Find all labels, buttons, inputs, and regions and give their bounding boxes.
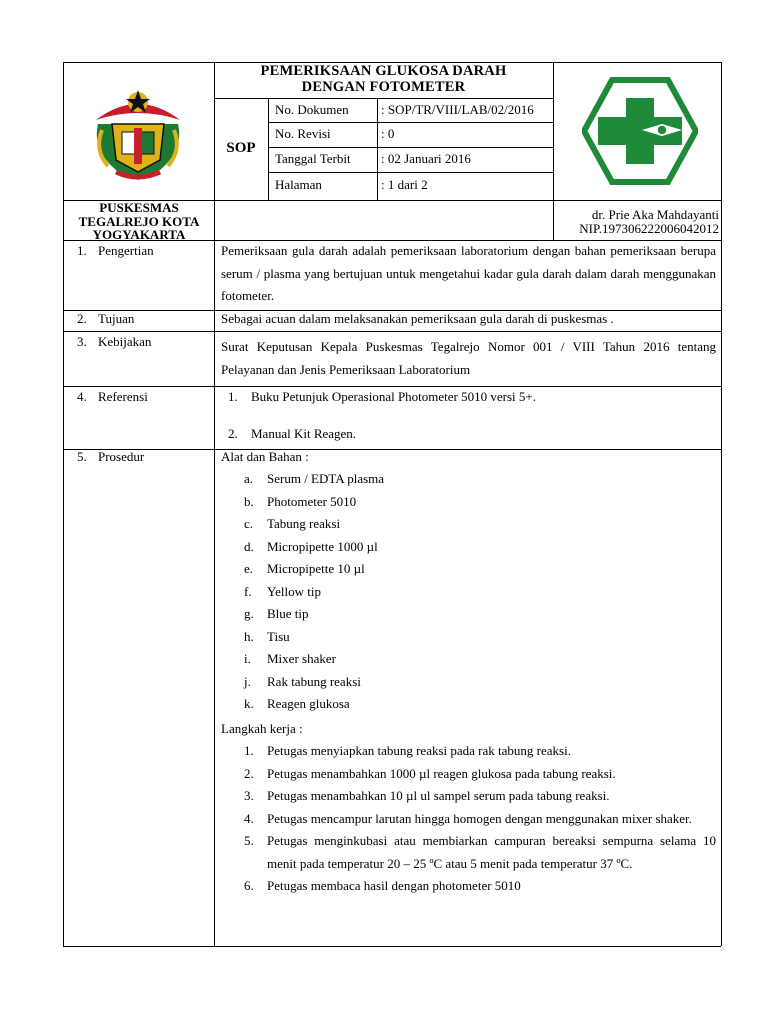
material-text: Micropipette 10 µl — [267, 561, 365, 576]
meta-label-halaman: Halaman — [275, 177, 322, 192]
material-text: Micropipette 1000 µl — [267, 538, 378, 554]
org-name-line1: PUSKESMAS — [99, 200, 179, 215]
section-number-pengertian: 1. — [77, 243, 87, 258]
step-item — [244, 763, 716, 786]
reference-item-2 — [228, 423, 708, 446]
steps-heading: Langkah kerja : — [221, 721, 303, 736]
reference-item-text: Buku Petunjuk Operasional Photometer 5010 versi 5+. — [251, 389, 536, 404]
material-item — [244, 513, 704, 536]
puskesmas-logo — [582, 76, 698, 186]
material-item — [244, 648, 704, 671]
material-item — [244, 558, 704, 581]
material-letter: f. — [244, 583, 252, 599]
meta-label-tanggal-terbit: Tanggal Terbit — [275, 151, 351, 166]
section-text-tujuan: Sebagai acuan dalam melaksanakan pemeriksaan gula darah di puskesmas . — [221, 311, 614, 326]
material-text: Reagen glukosa — [267, 696, 350, 711]
reference-item-number: 2. — [228, 426, 238, 441]
material-letter: j. — [244, 673, 251, 689]
meta-label-no-revisi: No. Revisi — [275, 126, 331, 141]
meta-value-halaman: : 1 dari 2 — [381, 177, 428, 192]
material-item — [244, 671, 704, 694]
materials-heading: Alat dan Bahan : — [221, 449, 309, 464]
org-name-line3: YOGYAKARTA — [92, 227, 186, 242]
material-text: Serum / EDTA plasma — [267, 471, 385, 486]
org-name-line2: TEGALREJO KOTA — [78, 213, 200, 229]
material-text: Yellow tip — [267, 583, 321, 599]
step-number: 6. — [244, 878, 254, 893]
step-item — [244, 785, 716, 808]
material-letter: b. — [244, 493, 254, 509]
material-item — [244, 603, 704, 626]
material-item — [244, 468, 704, 491]
material-item — [244, 693, 704, 716]
step-text: Petugas menambahkan 10 µl ul sampel serum pada tabung reaksi. — [267, 788, 610, 803]
material-text: Mixer shaker — [267, 651, 336, 666]
step-text: Petugas menginkubasi atau membiarkan campuran bereaksi sempurna selama 10 menit pada temperatur 20 – 25 ºC atau 5 menit pada temperatur 37 ºC. — [267, 833, 716, 871]
material-text: Tabung reaksi — [267, 516, 341, 531]
steps-list — [244, 740, 716, 898]
material-letter: g. — [244, 606, 254, 621]
step-number: 1. — [244, 743, 254, 758]
step-number: 5. — [244, 833, 254, 848]
material-item — [244, 536, 704, 559]
material-item — [244, 626, 704, 649]
section-label-prosedur: Prosedur — [98, 449, 145, 464]
material-text: Tisu — [267, 628, 290, 644]
meta-value-no-revisi: : 0 — [381, 126, 395, 141]
material-text: Rak tabung reaksi — [267, 673, 361, 689]
material-item — [244, 491, 704, 514]
section-number-tujuan: 2. — [77, 311, 87, 326]
material-item — [244, 581, 704, 604]
meta-value-no-dokumen: : SOP/TR/VIII/LAB/02/2016 — [381, 102, 534, 117]
section-text-kebijakan: Surat Keputusan Kepala Puskesmas Tegalrejo Nomor 001 / VIII Tahun 2016 tentang Pelayanan dan Jenis Pemeriksaan Laboratorium — [221, 339, 716, 377]
section-label-kebijakan: Kebijakan — [98, 334, 152, 349]
material-letter: e. — [244, 561, 254, 576]
step-number: 3. — [244, 788, 254, 803]
document-title-line1: PEMERIKSAAN GLUKOSA DARAH — [260, 63, 507, 79]
material-text: Photometer 5010 — [267, 493, 357, 509]
material-letter: h. — [244, 628, 254, 644]
step-item — [244, 808, 716, 831]
step-text: Petugas menambahkan 1000 µl reagen glukosa pada tabung reaksi. — [267, 765, 616, 781]
meta-value-tanggal-terbit: : 02 Januari 2016 — [381, 151, 471, 166]
material-letter: c. — [244, 516, 254, 531]
section-label-tujuan: Tujuan — [98, 311, 135, 326]
section-text-pengertian: Pemeriksaan gula darah adalah pemeriksaan laboratorium dengan bahan pemeriksaan berupa serum / plasma yang bertujuan untuk mengetahui kadar gula darah dalam darah menggunakan fotometer. — [221, 243, 716, 303]
step-number: 2. — [244, 765, 254, 781]
step-text: Petugas mencampur larutan hingga homogen dengan menggunakan mixer shaker. — [267, 810, 692, 826]
signer-nip: NIP.197306222006042012 — [579, 221, 719, 236]
document-title-line2: DENGAN FOTOMETER — [301, 79, 466, 95]
sop-label: SOP — [226, 140, 256, 156]
step-number: 4. — [244, 810, 254, 826]
reference-item-number: 1. — [228, 389, 238, 404]
step-item — [244, 875, 716, 898]
section-label-pengertian: Pengertian — [98, 243, 154, 258]
city-emblem — [86, 80, 190, 184]
material-letter: k. — [244, 696, 254, 711]
step-item — [244, 830, 716, 875]
step-item — [244, 740, 716, 763]
section-label-referensi: Referensi — [98, 389, 148, 404]
material-letter: i. — [244, 651, 251, 666]
step-text: Petugas membaca hasil dengan photometer 5010 — [267, 878, 521, 893]
section-number-kebijakan: 3. — [77, 334, 87, 349]
signer-name: dr. Prie Aka Mahdayanti — [591, 207, 719, 222]
materials-list — [244, 468, 704, 716]
material-letter: a. — [244, 471, 254, 486]
section-number-referensi: 4. — [77, 389, 87, 404]
step-text: Petugas menyiapkan tabung reaksi pada rak tabung reaksi. — [267, 743, 571, 758]
section-number-prosedur: 5. — [77, 449, 87, 464]
meta-label-no-dokumen: No. Dokumen — [275, 102, 349, 117]
material-text: Blue tip — [267, 606, 309, 621]
reference-item-1 — [228, 386, 708, 409]
reference-item-text: Manual Kit Reagen. — [251, 426, 357, 441]
material-letter: d. — [244, 538, 254, 554]
